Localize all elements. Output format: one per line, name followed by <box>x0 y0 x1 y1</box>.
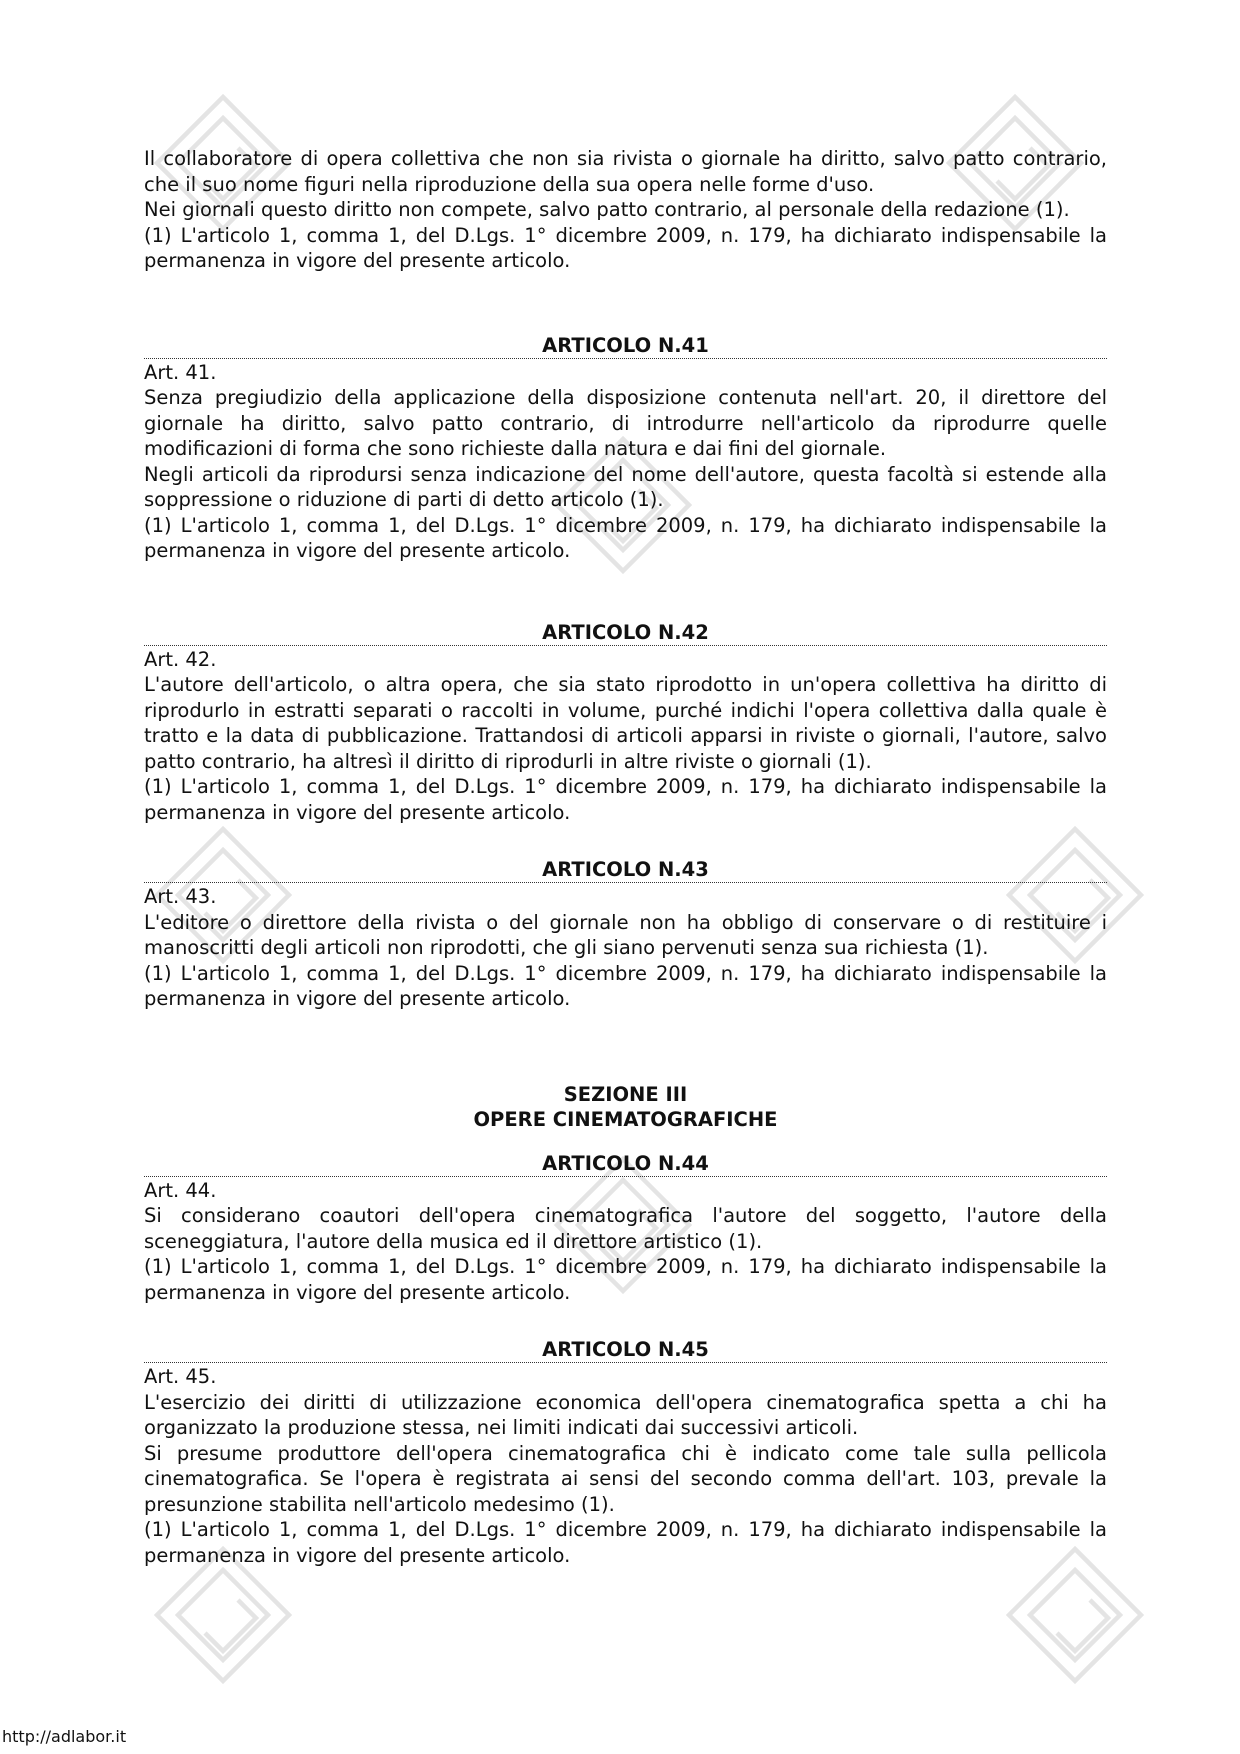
article-label: Art. 45. <box>144 1365 217 1388</box>
section-number: SEZIONE III <box>563 1082 688 1106</box>
article-45 <box>144 1337 1107 1568</box>
footnote: (1) L'articolo 1, comma 1, del D.Lgs. 1° dicembre 2009, n. 179, ha dichiarato indispensabile la permanenza in vigore del presente articolo. <box>144 223 1107 272</box>
dotted-divider <box>144 1176 1107 1177</box>
paragraph: L'editore o direttore della rivista o del giornale non ha obbligo di conservare o di restituire i manoscritti degli articoli non riprodotti, che gli siano pervenuti senza sua richiesta (1). <box>144 910 1107 959</box>
section-title: OPERE CINEMATOGRAFICHE <box>473 1108 778 1131</box>
article-label: Art. 42. <box>144 647 217 671</box>
article-heading: ARTICOLO N.45 <box>542 1338 709 1361</box>
article-heading: ARTICOLO N.44 <box>542 1151 709 1175</box>
footnote: (1) L'articolo 1, comma 1, del D.Lgs. 1° dicembre 2009, n. 179, ha dichiarato indispensabile la permanenza in vigore del presente articolo. <box>144 1255 1107 1304</box>
footnote: (1) L'articolo 1, comma 1, del D.Lgs. 1° dicembre 2009, n. 179, ha dichiarato indispensabile la permanenza in vigore del presente articolo. <box>144 961 1107 1010</box>
article-label: Art. 43. <box>144 885 217 908</box>
paragraph: Nei giornali questo diritto non compete, salvo patto contrario, al personale della redazione (1). <box>144 198 1070 221</box>
paragraph: L'autore dell'articolo, o altra opera, che sia stato riprodotto in un'opera collettiva ha diritto di riprodurlo in estratti separati o raccolti in volume, purché indichi l'opera collettiva dalla quale è tratto e la data di pubblicazione. Trattandosi di articoli apparsi in riviste o giornali, l'autore, salvo patto contrario, ha altresì il diritto di riprodurli in altre riviste o giornali (1). <box>144 673 1107 773</box>
article-44 <box>144 1151 1107 1306</box>
footer-url: http://adlabor.it <box>2 1727 127 1746</box>
paragraph: Il collaboratore di opera collettiva che non sia rivista o giornale ha diritto, salvo patto contrario, che il suo nome figuri nella riproduzione della sua opera nelle forme d'uso. <box>144 147 1107 196</box>
article-heading: ARTICOLO N.42 <box>542 620 709 644</box>
paragraph: L'esercizio dei diritti di utilizzazione economica dell'opera cinematografica spetta a chi ha organizzato la produzione stessa, nei limiti indicati dai successivi articoli. <box>144 1390 1107 1439</box>
dotted-divider <box>144 882 1107 883</box>
article-42 <box>144 620 1107 826</box>
footnote: (1) L'articolo 1, comma 1, del D.Lgs. 1° dicembre 2009, n. 179, ha dichiarato indispensabile la permanenza in vigore del presente articolo. <box>144 1518 1107 1567</box>
article-heading: ARTICOLO N.41 <box>542 333 709 357</box>
document-page <box>144 146 1107 1568</box>
article-41 <box>144 333 1107 564</box>
paragraph: Si considerano coautori dell'opera cinematografica l'autore del soggetto, l'autore della sceneggiatura, l'autore della musica ed il direttore artistico (1). <box>144 1204 1107 1253</box>
footnote: (1) L'articolo 1, comma 1, del D.Lgs. 1° dicembre 2009, n. 179, ha dichiarato indispensabile la permanenza in vigore del presente articolo. <box>144 513 1107 562</box>
paragraph: Si presume produttore dell'opera cinematografica chi è indicato come tale sulla pellicola cinematografica. Se l'opera è registrata ai sensi del secondo comma dell'art. 103, prevale la presunzione stabilita nell'articolo medesimo (1). <box>144 1441 1107 1516</box>
footnote: (1) L'articolo 1, comma 1, del D.Lgs. 1° dicembre 2009, n. 179, ha dichiarato indispensabile la permanenza in vigore del presente articolo. <box>144 775 1107 824</box>
dotted-divider <box>144 1362 1107 1363</box>
paragraph: Negli articoli da riprodursi senza indicazione del nome dell'autore, questa facoltà si estende alla soppressione o riduzione di parti di detto articolo (1). <box>144 462 1107 511</box>
article-43 <box>144 857 1107 1012</box>
article-label: Art. 41. <box>144 360 217 384</box>
dotted-divider <box>144 358 1107 359</box>
section-heading-block <box>144 1082 1107 1133</box>
article-heading: ARTICOLO N.43 <box>542 858 709 881</box>
article-label: Art. 44. <box>144 1178 217 1202</box>
dotted-divider <box>144 645 1107 646</box>
intro-block <box>144 146 1107 274</box>
paragraph: Senza pregiudizio della applicazione della disposizione contenuta nell'art. 20, il direttore del giornale ha diritto, salvo patto contrario, di introdurre nell'articolo da riprodurre quelle modificazioni di forma che sono richieste dalla natura e dai fini del giornale. <box>144 386 1107 460</box>
